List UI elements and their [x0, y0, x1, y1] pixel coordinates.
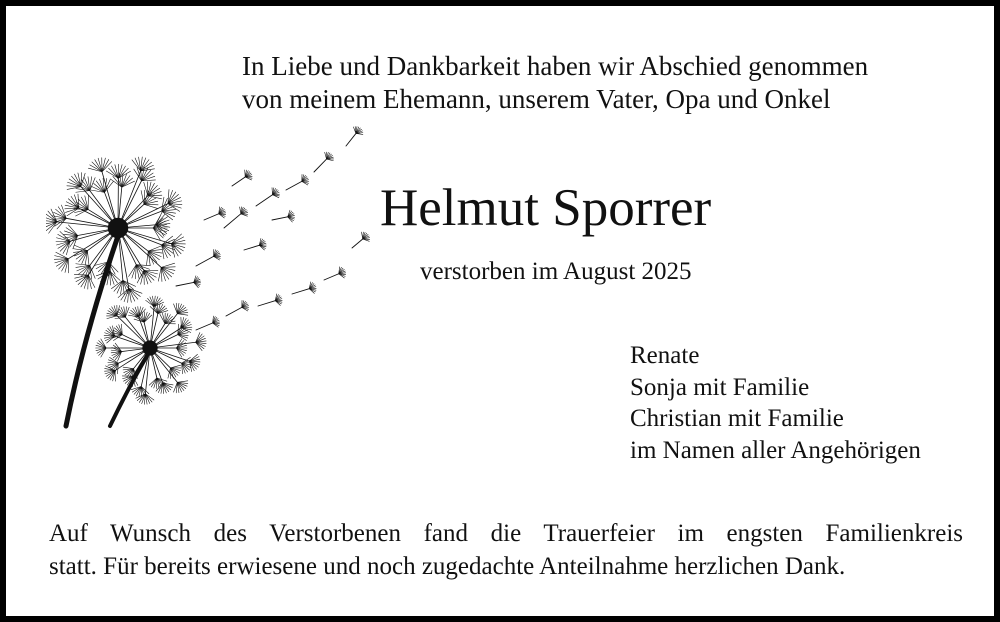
closing-line: statt. Für bereits erwiesene und noch zugedachte Anteilnahme herzlichen Dank.: [49, 553, 846, 580]
signer: Renate: [630, 342, 700, 369]
signer: Sonja mit Familie: [630, 373, 810, 401]
signer: im Namen aller Angehörigen: [630, 436, 921, 464]
date-of-death: verstorben im August 2025: [420, 258, 692, 285]
signer: Christian mit Familie: [630, 405, 844, 432]
closing-line: Auf Wunsch des Verstorbenen fand die Trauerfeier im engsten Familienkreis: [49, 520, 963, 547]
intro-text: [242, 50, 982, 116]
deceased-name: Helmut Sporrer: [380, 179, 712, 237]
dandelion-icon: [46, 116, 376, 436]
closing-text: [49, 517, 963, 583]
signers-list: [630, 340, 921, 466]
intro-line: von meinem Ehemann, unserem Vater, Opa und Onkel: [242, 84, 831, 114]
intro-line: In Liebe und Dankbarkeit haben wir Abschied genommen: [242, 51, 869, 81]
